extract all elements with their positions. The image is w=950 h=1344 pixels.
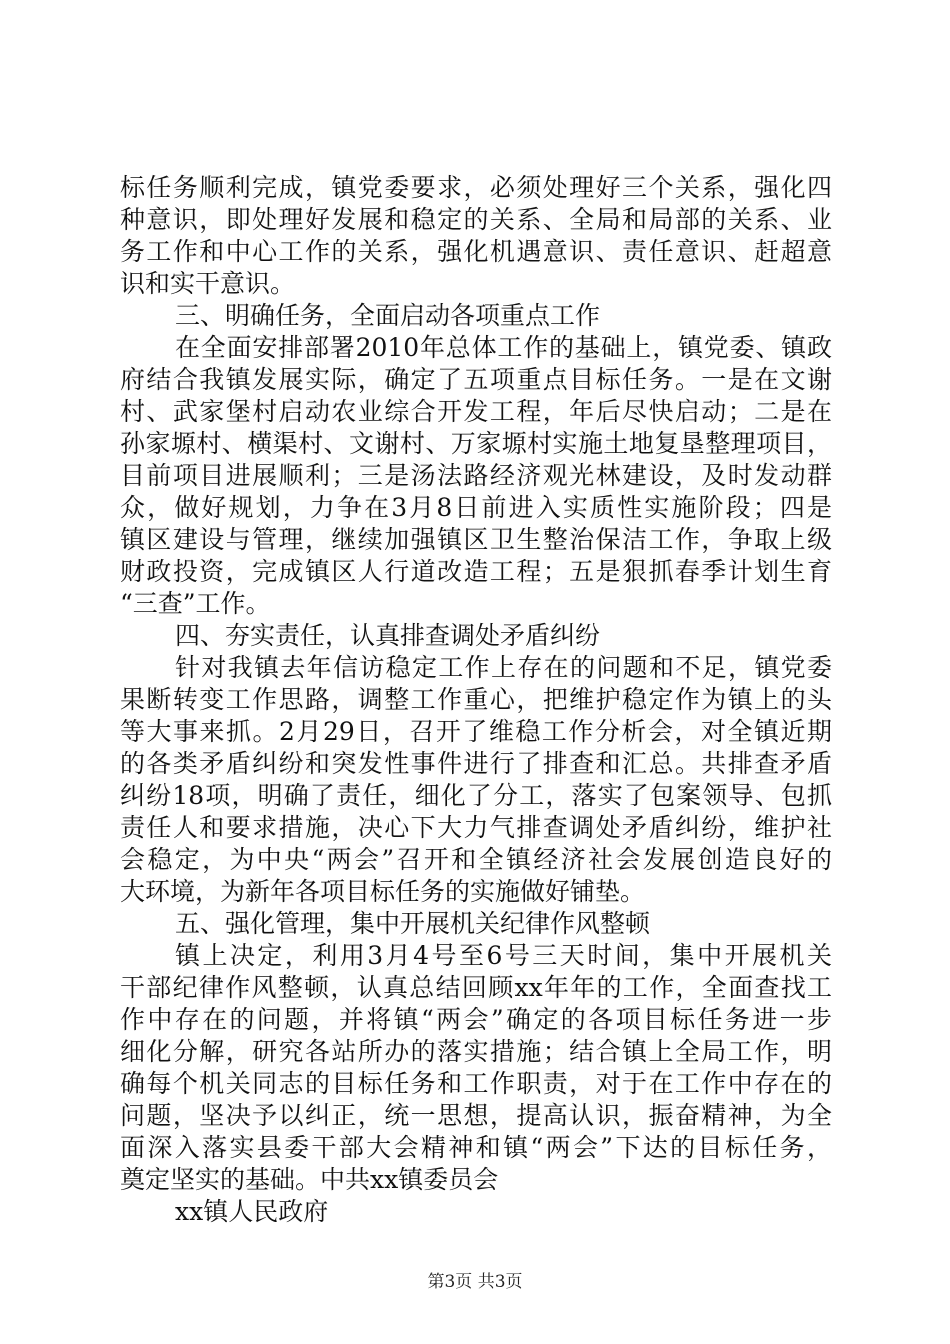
text-line: 府结合我镇发展实际，确定了五项重点目标任务。一是在文谢 (120, 365, 832, 394)
text-line: 镇上决定，利用3月4号至6号三天时间，集中开展机关 (175, 941, 832, 970)
text-line: 细化分解，研究各站所办的落实措施；结合镇上全局工作，明 (120, 1037, 832, 1066)
text-line: 作中存在的问题，并将镇“两会”确定的各项目标任务进一步 (120, 1005, 832, 1034)
text-line: 财政投资，完成镇区人行道改造工程；五是狠抓春季计划生育 (120, 557, 832, 586)
text-line: 孙家塬村、横渠村、文谢村、万家塬村实施土地复垦整理项目， (120, 429, 832, 458)
text-line: 种意识，即处理好发展和稳定的关系、全局和局部的关系、业 (120, 205, 832, 234)
text-line: 责任人和要求措施，决心下大力气排查调处矛盾纠纷，维护社 (120, 813, 832, 842)
text-line: 果断转变工作思路，调整工作重心，把维护稳定作为镇上的头 (120, 685, 832, 714)
text-line: “三查”工作。 (120, 589, 271, 618)
text-line: 村、武家堡村启动农业综合开发工程，年后尽快启动；二是在 (120, 397, 832, 426)
text-line: 奠定坚实的基础。中共xx镇委员会 (120, 1165, 499, 1194)
text-line: 镇区建设与管理，继续加强镇区卫生整治保洁工作，争取上级 (120, 525, 832, 554)
text-line: 确每个机关同志的目标任务和工作职责，对于在工作中存在的 (120, 1069, 832, 1098)
text-line: 目前项目进展顺利；三是汤法路经济观光林建设，及时发动群 (120, 461, 832, 490)
text-line: 纠纷18项，明确了责任，细化了分工，落实了包案领导、包抓 (120, 781, 832, 810)
text-line: 五、强化管理，集中开展机关纪律作风整顿 (175, 909, 651, 938)
text-line: 标任务顺利完成，镇党委要求，必须处理好三个关系，强化四 (120, 173, 832, 202)
text-line: 会稳定，为中央“两会”召开和全镇经济社会发展创造良好的 (120, 845, 832, 874)
text-line: 的各类矛盾纠纷和突发性事件进行了排查和汇总。共排查矛盾 (120, 749, 832, 778)
text-line: 针对我镇去年信访稳定工作上存在的问题和不足，镇党委 (175, 653, 832, 682)
document-body (120, 172, 832, 1228)
text-line: 三、明确任务，全面启动各项重点工作 (175, 301, 601, 330)
text-line: 问题，坚决予以纠正，统一思想，提高认识，振奋精神，为全 (120, 1101, 832, 1130)
text-line: 干部纪律作风整顿，认真总结回顾xx年年的工作，全面查找工 (120, 973, 832, 1002)
text-line: xx镇人民政府 (175, 1197, 329, 1226)
text-line: 大环境，为新年各项目标任务的实施做好铺垫。 (120, 877, 646, 906)
text-line: 四、夯实责任，认真排查调处矛盾纠纷 (175, 621, 601, 650)
text-line: 在全面安排部署2010年总体工作的基础上，镇党委、镇政 (175, 333, 832, 362)
text-line: 众，做好规划，力争在3月8日前进入实质性实施阶段；四是 (120, 493, 832, 522)
text-line: 面深入落实县委干部大会精神和镇“两会”下达的目标任务， (120, 1133, 832, 1162)
text-line: 等大事来抓。2月29日，召开了维稳工作分析会，对全镇近期 (120, 717, 832, 746)
text-line: 务工作和中心工作的关系，强化机遇意识、责任意识、赶超意 (120, 237, 832, 266)
text-line: 识和实干意识。 (120, 269, 296, 298)
page-footer: 第3页 共3页 (427, 1272, 523, 1292)
